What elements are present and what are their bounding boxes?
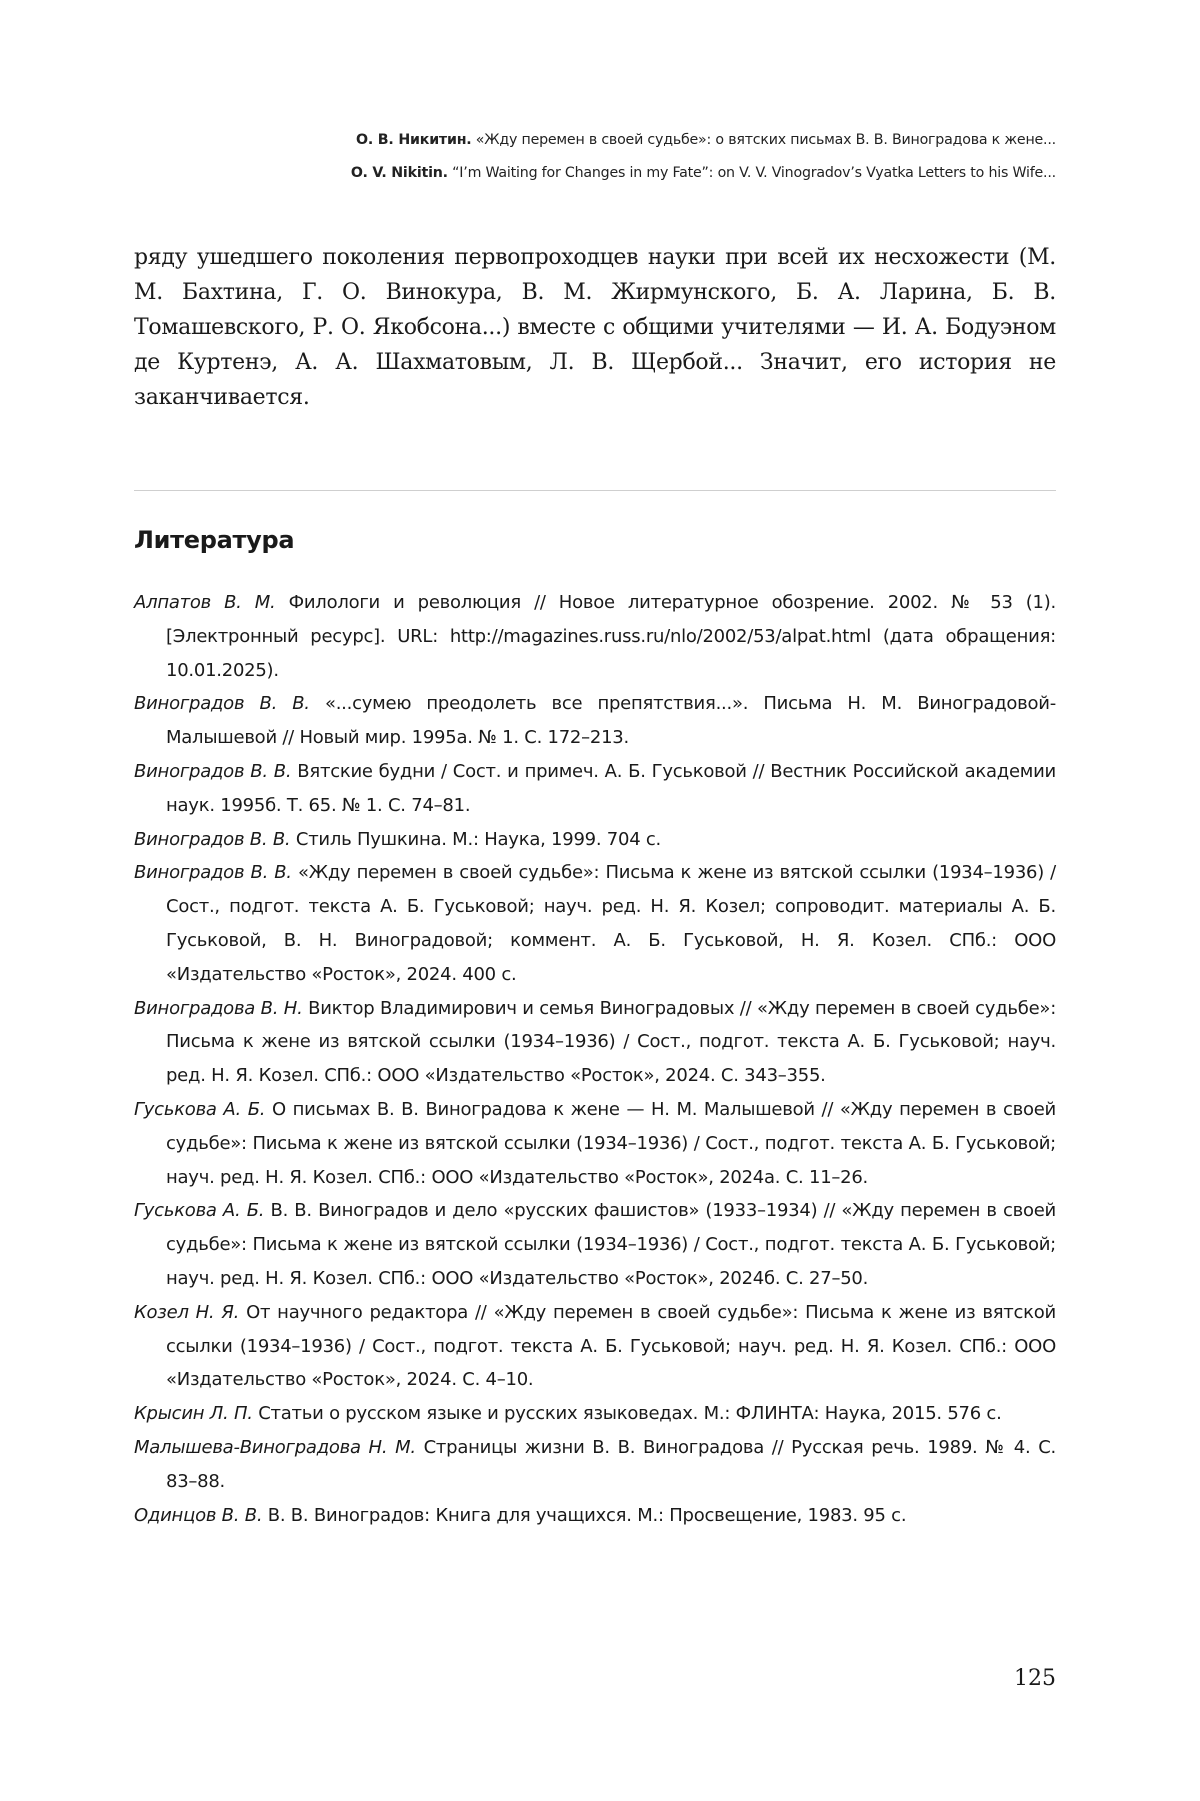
reference-text: «...сумею преодолеть все препятствия...». Письма Н. М. Виноградовой-Малышевой // Новый мир. 1995а. № 1. С. 172–213. [166,693,1056,749]
reference-author: Крысин Л. П. [134,1403,253,1425]
reference-text: Стиль Пушкина. М.: Наука, 1999. 704 с. [290,828,661,850]
reference-item [134,687,1056,755]
reference-text: О письмах В. В. Виноградова к жене — Н. М. Малышевой // «Жду перемен в своей судьбе»: Письма к жене из вятской ссылки (1934–1936) / Сост., подгот. текста А. Б. Гуськовой; науч. ред. Н. Я. Козел. СПб.: ООО «Издательство «Росток», 2024а. С. 11–26. [166,1098,1057,1188]
section-divider [134,490,1056,491]
body-paragraph: ряду ушедшего поколения первопроходцев науки при всей их несхожести (М. М. Бахтина, Г. О. Винокура, В. М. Жирмунского, Б. А. Ларина, Б. В. Томашевского, Р. О. Якобсона...) вместе с общими учителями — И. А. Бодуэном де Куртенэ, А. А. Шахматовым, Л. В. Щербой... Значит, его история не заканчивается. [134,245,1056,410]
reference-item [134,1093,1056,1194]
reference-author: Виноградов В. В. [134,828,291,850]
reference-item [134,1431,1056,1499]
reference-author: Малышева-Виноградова Н. М. [134,1436,416,1458]
reference-author: Виноградов В. В. [134,693,310,715]
header-ru-title: «Жду перемен в своей судьбе»: о вятских письмах В. В. Виноградова к жене... [471,132,1056,148]
reference-item [134,823,1056,857]
reference-author: Алпатов В. М. [134,592,276,613]
reference-item [134,1499,1056,1533]
reference-author: Виноградова В. Н. [134,997,303,1019]
running-header-en [134,157,1056,190]
reference-text: Статьи о русском языке и русских языковедах. М.: ФЛИНТА: Наука, 2015. 576 с. [252,1403,1002,1425]
reference-text: От научного редактора // «Жду перемен в своей судьбе»: Письма к жене из вятской ссылки (1934–1936) / Сост., подгот. текста А. Б. Гуськовой; науч. ред. Н. Я. Козел. СПб.: ООО «Издательство «Росток», 2024. С. 4–10. [166,1301,1056,1391]
reference-text: В. В. Виноградов: Книга для учащихся. М.: Просвещение, 1983. 95 с. [262,1504,907,1526]
reference-author: Козел Н. Я. [134,1301,240,1323]
reference-item [134,755,1056,823]
reference-author: Гуськова А. Б. [134,1098,266,1120]
document-page [134,0,1056,1801]
reference-text: В. В. Виноградов и дело «русских фашистов» (1933–1934) // «Жду перемен в своей судьбе»: Письма к жене из вятской ссылки (1934–1936) / Сост., подгот. текста А. Б. Гуськовой; науч. ред. Н. Я. Козел. СПб.: ООО «Издательство «Росток», 2024б. С. 27–50. [166,1200,1056,1289]
running-header-ru [134,124,1056,157]
reference-text: «Жду перемен в своей судьбе»: Письма к жене из вятской ссылки (1934–1936) / Сост., подгот. текста А. Б. Гуськовой; науч. ред. Н. Я. Козел; сопроводит. материалы А. Б. Гуськовой, В. Н. Виноградовой; коммент. А. Б. Гуськовой, Н. Я. Козел. СПб.: ООО «Издательство «Росток», 2024. 400 с. [166,862,1056,985]
page-number: 125 [1014,1666,1056,1691]
reference-item [134,586,1056,687]
reference-item [134,1194,1056,1295]
header-en-author: O. V. Nikitin. [350,165,448,181]
reference-item [134,1296,1056,1397]
references-title: Литература [134,526,295,554]
reference-author: Виноградов В. В. [134,862,292,884]
reference-text: Виктор Владимирович и семья Виноградовых // «Жду перемен в своей судьбе»: Письма к жене из вятской ссылки (1934–1936) / Сост., подгот. текста А. Б. Гуськовой; науч. ред. Н. Я. Козел. СПб.: ООО «Издательство «Росток», 2024. С. 343–355. [166,997,1057,1087]
reference-author: Виноградов В. В. [134,760,292,782]
header-en-title: “I’m Waiting for Changes in my Fate”: on V. V. Vinogradov’s Vyatka Letters to his Wife... [447,165,1056,181]
reference-item [134,992,1056,1093]
reference-text: Вятские будни / Сост. и примеч. А. Б. Гуськовой // Вестник Российской академии наук. 1995б. Т. 65. № 1. С. 74–81. [166,760,1056,816]
reference-item [134,856,1056,991]
reference-text: Страницы жизни В. В. Виноградова // Русская речь. 1989. № 4. С. 83–88. [166,1436,1057,1492]
reference-author: Гуськова А. Б. [134,1200,265,1222]
reference-author: Одинцов В. В. [134,1504,263,1526]
reference-item [134,1397,1056,1431]
references-list [134,586,1056,1532]
header-ru-author: О. В. Никитин. [356,132,472,148]
reference-text: Филологи и революция // Новое литературное обозрение. 2002. № 53 (1). [Электронный ресурс]. URL: http://magazines.russ.ru/nlo/2002/53/alpat.html (дата обращения: 10.01.2025). [166,592,1057,681]
running-header [134,124,1056,190]
